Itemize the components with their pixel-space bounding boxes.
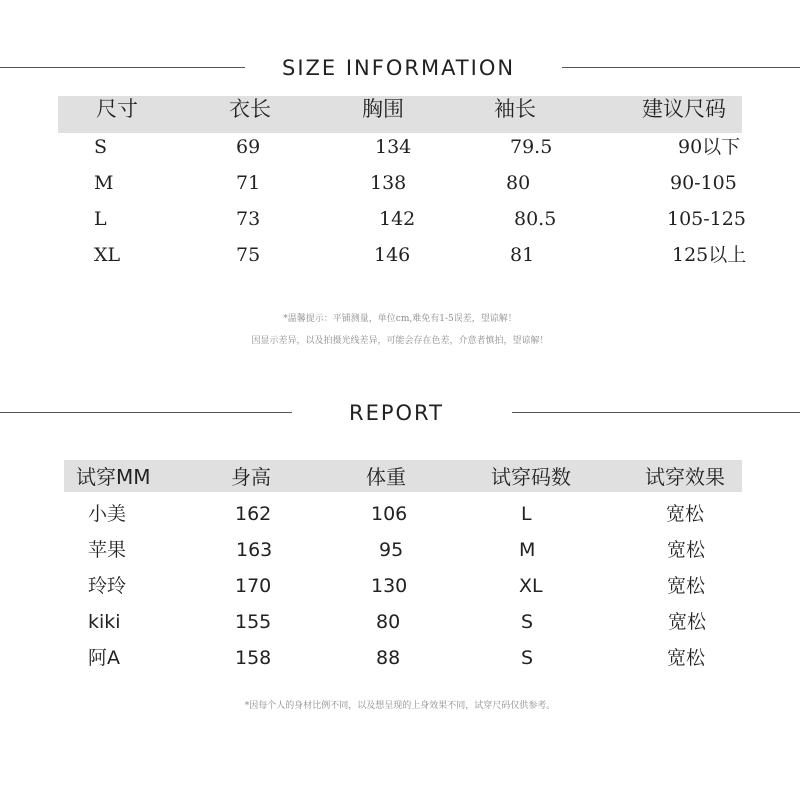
size-cell-sleeve: 81 (510, 244, 535, 266)
size-cell-length: 75 (236, 244, 261, 266)
size-cell-recommended: 125以上 (672, 244, 747, 266)
report-cell-model: 阿A (88, 647, 120, 669)
divider-left (0, 67, 245, 68)
size-cell-size: L (94, 208, 107, 230)
size-cell-sleeve: 80 (506, 172, 531, 194)
size-header-size: 尺寸 (96, 97, 138, 121)
size-header-recommended: 建议尺码 (642, 97, 726, 121)
report-cell-size: S (521, 611, 534, 633)
report-cell-height: 170 (235, 575, 272, 597)
report-cell-size: L (521, 503, 532, 525)
report-header-weight: 体重 (366, 465, 406, 489)
report-cell-size: S (521, 647, 534, 669)
size-cell-recommended: 90-105 (670, 172, 737, 194)
size-cell-size: M (94, 172, 114, 194)
report-cell-fit: 宽松 (668, 611, 707, 633)
report-cell-fit: 宽松 (667, 575, 706, 597)
size-cell-chest: 142 (379, 208, 416, 230)
size-information-title: SIZE INFORMATION (282, 56, 516, 80)
report-cell-fit: 宽松 (666, 503, 705, 525)
report-cell-weight: 80 (376, 611, 401, 633)
report-cell-height: 158 (235, 647, 272, 669)
size-cell-sleeve: 80.5 (514, 208, 557, 230)
size-header-length: 衣长 (229, 97, 271, 121)
report-cell-model: 苹果 (88, 539, 127, 561)
report-cell-weight: 130 (371, 575, 408, 597)
report-cell-model: 玲玲 (88, 575, 127, 597)
size-cell-length: 71 (236, 172, 261, 194)
report-header-size-tried: 试穿码数 (491, 465, 571, 489)
size-cell-recommended: 90以下 (678, 136, 741, 158)
report-header-model: 试穿MM (76, 465, 151, 489)
report-cell-model: kiki (88, 611, 121, 633)
report-divider-left (0, 412, 292, 413)
size-cell-sleeve: 79.5 (510, 136, 553, 158)
report-header-fit: 试穿效果 (645, 465, 725, 489)
report-cell-height: 155 (235, 611, 272, 633)
report-cell-fit: 宽松 (667, 539, 706, 561)
report-cell-weight: 106 (371, 503, 408, 525)
size-cell-size: S (94, 136, 108, 158)
report-cell-size: XL (519, 575, 543, 597)
size-cell-chest: 134 (375, 136, 412, 158)
size-cell-length: 69 (236, 136, 261, 158)
size-cell-chest: 138 (370, 172, 407, 194)
report-divider-right (512, 412, 800, 413)
report-cell-height: 162 (235, 503, 272, 525)
report-cell-size: M (519, 539, 536, 561)
report-cell-model: 小美 (88, 503, 127, 525)
fit-disclaimer-note: *因每个人的身材比例不同，以及想呈现的上身效果不同，试穿尺码仅供参考。 (244, 701, 556, 711)
report-title: REPORT (349, 401, 444, 425)
measurement-note: *温馨提示：平铺测量，单位cm,难免有1-5误差，望谅解！ (283, 314, 517, 324)
size-cell-recommended: 105-125 (667, 208, 746, 230)
size-header-chest: 胸围 (362, 97, 404, 121)
color-difference-note: 因显示差异，以及拍摄光线差异，可能会存在色差，介意者慎拍，望谅解！ (251, 336, 549, 346)
report-header-height: 身高 (231, 465, 271, 489)
report-cell-weight: 88 (376, 647, 401, 669)
report-cell-fit: 宽松 (667, 647, 706, 669)
size-cell-size: XL (94, 244, 121, 266)
size-cell-length: 73 (236, 208, 261, 230)
size-cell-chest: 146 (374, 244, 411, 266)
size-header-sleeve: 袖长 (494, 97, 536, 121)
report-cell-height: 163 (236, 539, 273, 561)
report-cell-weight: 95 (379, 539, 404, 561)
divider-right (562, 67, 800, 68)
